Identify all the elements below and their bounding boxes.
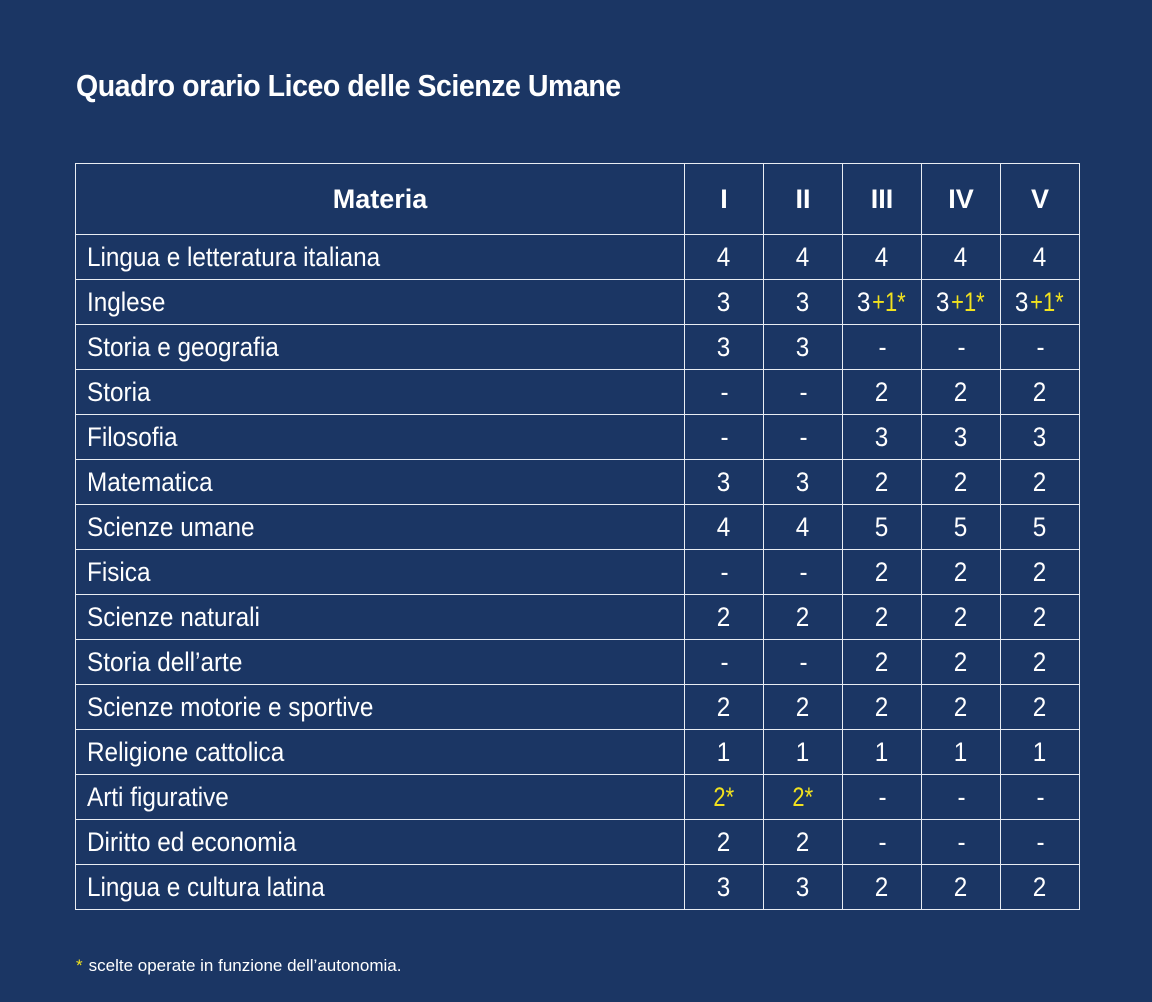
hours-value: 4: [796, 511, 810, 542]
subject-cell: [76, 415, 685, 460]
footnote-text: scelte operate in funzione dell’autonomia.: [88, 956, 402, 975]
hours-cell: [843, 370, 922, 415]
table-row: [76, 325, 1080, 370]
subject-cell: [76, 370, 685, 415]
hours-cell: [922, 685, 1001, 730]
hours-cell: [843, 865, 922, 910]
table-row: [76, 640, 1080, 685]
hours-cell: [685, 550, 764, 595]
subject-cell: [76, 505, 685, 550]
hours-cell: [1001, 550, 1080, 595]
hours-cell: [1001, 685, 1080, 730]
hours-cell: [685, 460, 764, 505]
table-body: [76, 235, 1080, 910]
subject-cell: [76, 685, 685, 730]
hours-cell: [764, 460, 843, 505]
hours-value: 3: [717, 331, 731, 362]
hours-cell: [922, 775, 1001, 820]
hours-value: 2: [875, 646, 889, 677]
hours-value: 2*: [792, 781, 814, 812]
hours-value: 2: [875, 601, 889, 632]
hours-cell: [843, 595, 922, 640]
hours-value: 3: [717, 466, 731, 497]
hours-cell: [764, 640, 843, 685]
hours-cell: [685, 415, 764, 460]
hours-cell: [1001, 370, 1080, 415]
hours-value: 2: [717, 691, 731, 722]
hours-cell: [922, 820, 1001, 865]
hours-cell: [685, 775, 764, 820]
hours-cell: [922, 505, 1001, 550]
hours-cell: [1001, 730, 1080, 775]
hours-value: -: [956, 826, 966, 857]
hours-cell: [685, 505, 764, 550]
hours-value: -: [1035, 826, 1045, 857]
footnote-asterisk: *: [76, 956, 83, 975]
hours-cell: [843, 235, 922, 280]
hours-cell: [685, 865, 764, 910]
subject-label: Lingua e cultura latina: [87, 871, 325, 902]
hours-value: 2: [1033, 871, 1047, 902]
hours-cell: [843, 460, 922, 505]
hours-cell: [1001, 280, 1080, 325]
subject-label: Matematica: [87, 466, 213, 497]
footnote: [76, 956, 401, 976]
hours-cell: [685, 235, 764, 280]
hours-cell: [843, 325, 922, 370]
hours-cell: [764, 280, 843, 325]
hours-cell: [764, 595, 843, 640]
hours-cell: [764, 775, 843, 820]
hours-cell: [843, 550, 922, 595]
hours-cell: [843, 775, 922, 820]
hours-cell: [1001, 460, 1080, 505]
hours-cell: [685, 820, 764, 865]
hours-cell: [922, 460, 1001, 505]
hours-value: 2: [875, 556, 889, 587]
hours-value: -: [719, 376, 729, 407]
table-row: [76, 595, 1080, 640]
subject-label: Storia dell’arte: [87, 646, 243, 677]
hours-value: 1: [796, 736, 810, 767]
hours-cell: [843, 730, 922, 775]
hours-value: 4: [1033, 241, 1047, 272]
hours-value: 5: [954, 511, 968, 542]
hours-value: 2: [1033, 376, 1047, 407]
hours-value: 2: [954, 871, 968, 902]
subject-label: Fisica: [87, 556, 151, 587]
hours-value: 2: [875, 466, 889, 497]
table-row: [76, 820, 1080, 865]
hours-value: 2: [954, 691, 968, 722]
subject-label: Inglese: [87, 286, 166, 317]
hours-cell: [764, 820, 843, 865]
subject-cell: [76, 550, 685, 595]
subject-cell: [76, 865, 685, 910]
hours-cell: [1001, 325, 1080, 370]
hours-value: -: [719, 421, 729, 452]
table-row: [76, 685, 1080, 730]
table-row: [76, 550, 1080, 595]
hours-value: 2: [875, 691, 889, 722]
page-title: Quadro orario Liceo delle Scienze Umane: [76, 68, 621, 103]
hours-cell: [1001, 505, 1080, 550]
hours-cell: [922, 550, 1001, 595]
hours-cell: [922, 730, 1001, 775]
hours-value: 4: [954, 241, 968, 272]
hours-value: 2: [717, 601, 731, 632]
hours-value: 2: [954, 376, 968, 407]
subject-label: Religione cattolica: [87, 736, 285, 767]
hours-value: -: [1035, 331, 1045, 362]
hours-cell: [764, 415, 843, 460]
hours-value: -: [798, 376, 808, 407]
hours-value: 2: [796, 691, 810, 722]
hours-value: -: [798, 646, 808, 677]
subject-label: Arti figurative: [87, 781, 229, 812]
subject-cell: [76, 325, 685, 370]
hours-cell: [1001, 640, 1080, 685]
table-row: [76, 730, 1080, 775]
hours-cell: [764, 505, 843, 550]
hours-value: 2: [1033, 646, 1047, 677]
hours-cell: [764, 730, 843, 775]
hours-value: 3: [875, 421, 889, 452]
hours-value: 2: [1033, 691, 1047, 722]
subject-label: Scienze naturali: [87, 601, 260, 632]
hours-value: 3+1*: [1014, 286, 1064, 317]
hours-value: -: [956, 781, 966, 812]
hours-value: 2: [875, 871, 889, 902]
hours-value: 2: [954, 466, 968, 497]
hours-value: 3: [796, 466, 810, 497]
hours-cell: [1001, 595, 1080, 640]
hours-cell: [1001, 865, 1080, 910]
hours-cell: [1001, 775, 1080, 820]
subject-label: Filosofia: [87, 421, 178, 452]
hours-value: 1: [954, 736, 968, 767]
hours-cell: [685, 595, 764, 640]
hours-cell: [843, 685, 922, 730]
hours-value: 3: [796, 286, 810, 317]
hours-value: 2: [796, 826, 810, 857]
hours-cell: [922, 235, 1001, 280]
hours-cell: [1001, 235, 1080, 280]
hours-cell: [764, 235, 843, 280]
hours-value: 4: [875, 241, 889, 272]
hours-value: -: [798, 556, 808, 587]
subject-label: Lingua e letteratura italiana: [87, 241, 381, 272]
subject-cell: [76, 640, 685, 685]
hours-cell: [922, 640, 1001, 685]
subject-cell: [76, 460, 685, 505]
hours-cell: [922, 370, 1001, 415]
hours-cell: [843, 415, 922, 460]
hours-value: -: [956, 331, 966, 362]
hours-value: 3: [717, 286, 731, 317]
table-row: [76, 370, 1080, 415]
subject-label: Diritto ed economia: [87, 826, 297, 857]
subject-label: Storia e geografia: [87, 331, 279, 362]
table-row: [76, 235, 1080, 280]
hours-cell: [764, 325, 843, 370]
hours-value: 2: [875, 376, 889, 407]
subject-label: Storia: [87, 376, 151, 407]
hours-value: 4: [717, 241, 731, 272]
hours-value: 1: [1033, 736, 1047, 767]
hours-value: 2: [796, 601, 810, 632]
hours-cell: [843, 820, 922, 865]
hours-cell: [922, 415, 1001, 460]
hours-cell: [922, 280, 1001, 325]
header-year-4: IV: [922, 164, 1001, 235]
hours-cell: [685, 730, 764, 775]
hours-value: 3+1*: [856, 286, 906, 317]
hours-cell: [922, 325, 1001, 370]
hours-value: 2: [954, 556, 968, 587]
timetable: [75, 163, 1080, 910]
hours-value: 3: [717, 871, 731, 902]
hours-cell: [1001, 415, 1080, 460]
hours-value: 2: [1033, 601, 1047, 632]
hours-cell: [685, 325, 764, 370]
hours-cell: [843, 505, 922, 550]
table-header-row: [76, 164, 1080, 235]
header-year-3: III: [843, 164, 922, 235]
hours-value: 1: [875, 736, 889, 767]
table-row: [76, 505, 1080, 550]
header-year-2: II: [764, 164, 843, 235]
hours-value: -: [719, 646, 729, 677]
hours-value: 2: [1033, 466, 1047, 497]
hours-cell: [922, 595, 1001, 640]
hours-value: 2: [1033, 556, 1047, 587]
hours-value: 2: [954, 601, 968, 632]
subject-label: Scienze umane: [87, 511, 255, 542]
hours-value: 2*: [713, 781, 735, 812]
table-row: [76, 775, 1080, 820]
subject-cell: [76, 775, 685, 820]
hours-cell: [685, 685, 764, 730]
subject-cell: [76, 235, 685, 280]
hours-value: 3+1*: [935, 286, 985, 317]
hours-cell: [764, 370, 843, 415]
hours-value: 3: [796, 871, 810, 902]
hours-value: 3: [1033, 421, 1047, 452]
hours-value: 5: [1033, 511, 1047, 542]
hours-cell: [685, 370, 764, 415]
hours-value: 2: [954, 646, 968, 677]
hours-cell: [843, 640, 922, 685]
table-row: [76, 280, 1080, 325]
hours-cell: [685, 640, 764, 685]
header-materia: Materia: [76, 164, 685, 235]
hours-value: -: [719, 556, 729, 587]
hours-cell: [764, 550, 843, 595]
table-row: [76, 460, 1080, 505]
hours-value: 2: [717, 826, 731, 857]
header-year-5: V: [1001, 164, 1080, 235]
table-row: [76, 415, 1080, 460]
hours-cell: [764, 865, 843, 910]
hours-cell: [685, 280, 764, 325]
hours-value: -: [798, 421, 808, 452]
subject-cell: [76, 595, 685, 640]
subject-cell: [76, 820, 685, 865]
hours-value: 4: [717, 511, 731, 542]
hours-value: -: [877, 331, 887, 362]
hours-cell: [843, 280, 922, 325]
hours-value: -: [1035, 781, 1045, 812]
hours-cell: [764, 685, 843, 730]
hours-value: -: [877, 781, 887, 812]
hours-value: 1: [717, 736, 731, 767]
hours-cell: [922, 865, 1001, 910]
hours-cell: [1001, 820, 1080, 865]
header-year-1: I: [685, 164, 764, 235]
hours-value: 4: [796, 241, 810, 272]
hours-value: 5: [875, 511, 889, 542]
table-row: [76, 865, 1080, 910]
hours-value: 3: [796, 331, 810, 362]
subject-cell: [76, 280, 685, 325]
subject-cell: [76, 730, 685, 775]
hours-value: 3: [954, 421, 968, 452]
hours-value: -: [877, 826, 887, 857]
subject-label: Scienze motorie e sportive: [87, 691, 374, 722]
